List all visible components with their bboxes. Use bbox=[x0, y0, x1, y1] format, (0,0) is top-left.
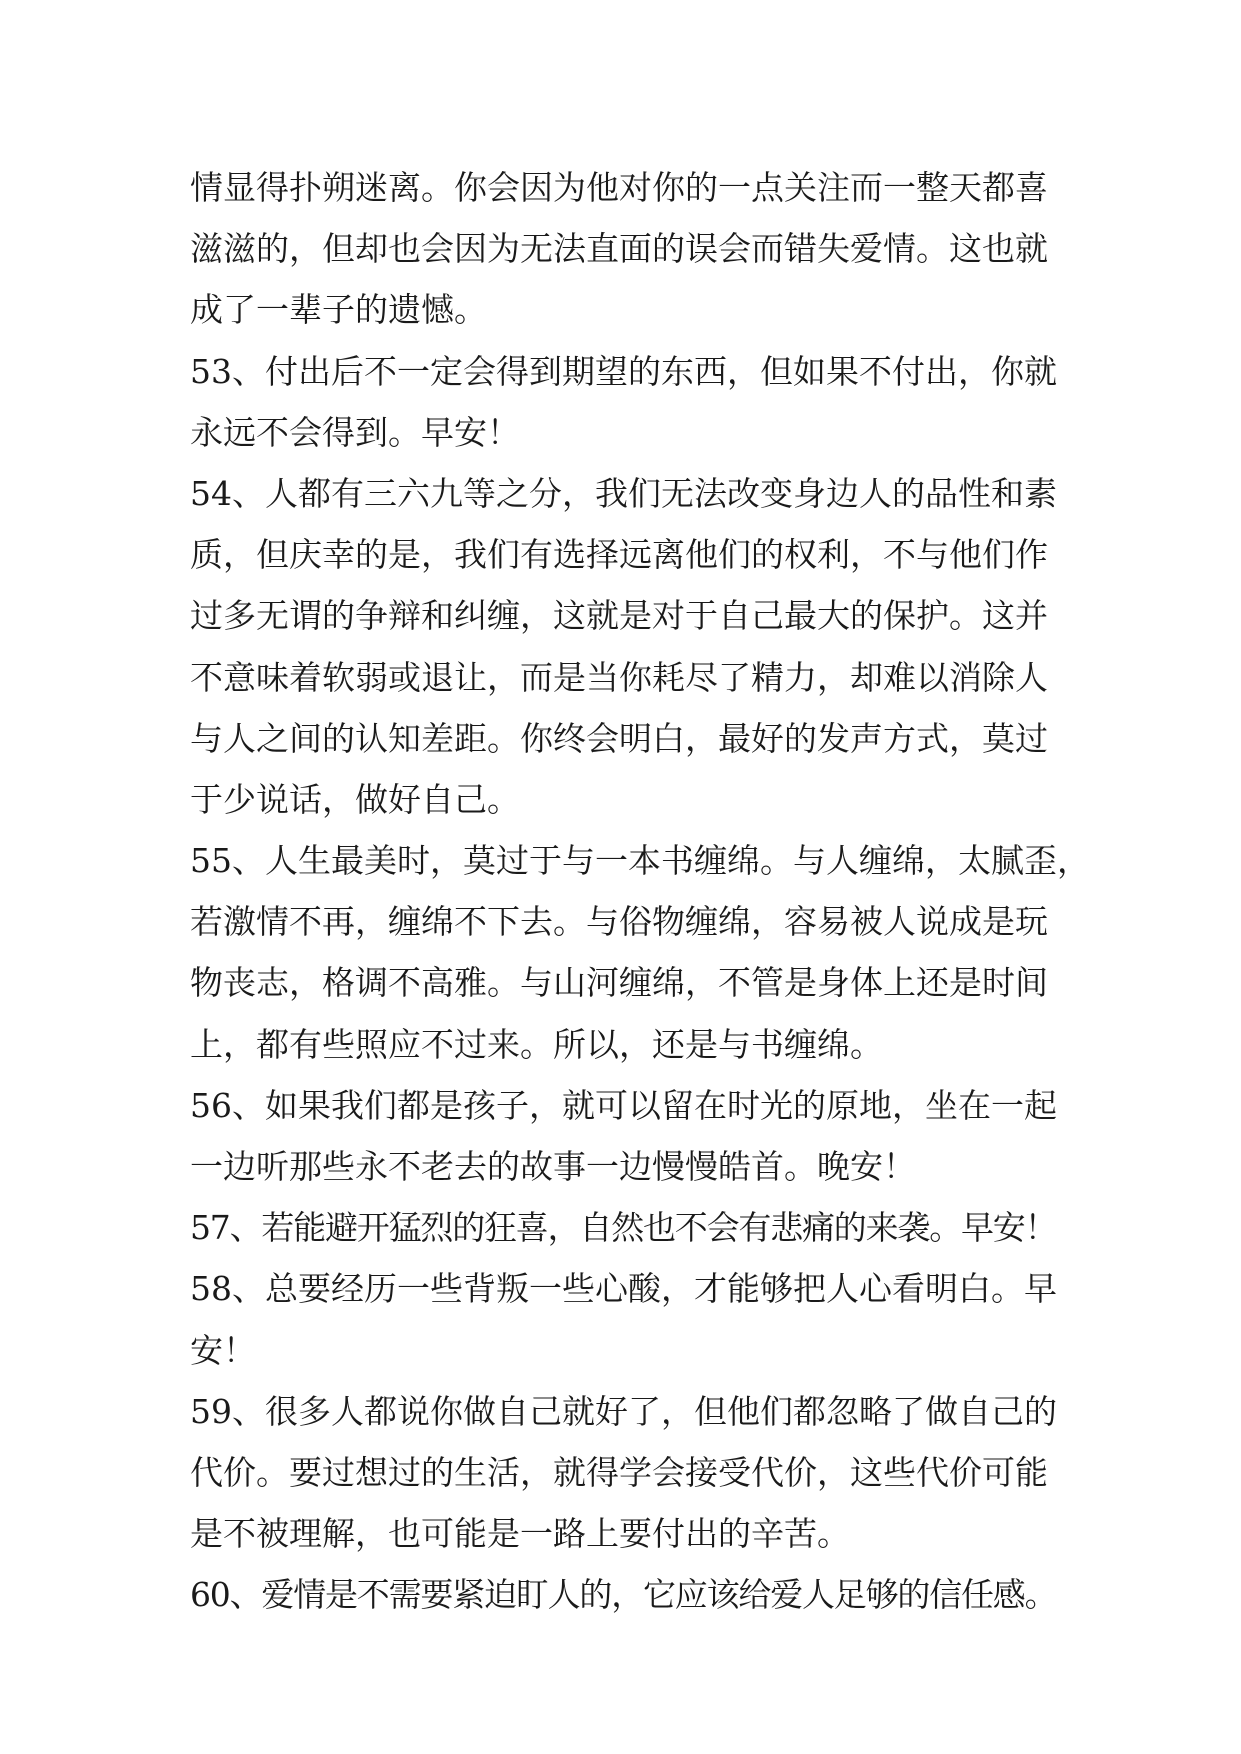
text-line: 57、若能避开猛烈的狂喜，自然也不会有悲痛的来袭。早安！ bbox=[190, 1208, 1057, 1248]
text-line: 一边听那些永不老去的故事一边慢慢皓首。晚安！ bbox=[190, 1147, 916, 1186]
text-line: 质，但庆幸的是，我们有选择远离他们的权利，不与他们作 bbox=[190, 535, 1048, 575]
text-line: 成了一辈子的遗憾。 bbox=[190, 290, 487, 330]
text-line: 60、爱情是不需要紧迫盯人的，它应该给爱人足够的信任感。 bbox=[190, 1575, 1057, 1615]
text-line: 56、如果我们都是孩子，就可以留在时光的原地，坐在一起 bbox=[190, 1085, 1057, 1125]
text-line: 与人之间的认知差距。你终会明白，最好的发声方式，莫过 bbox=[190, 718, 1048, 758]
document-body bbox=[190, 157, 1090, 1626]
text-line: 过多无谓的争辩和纠缠，这就是对于自己最大的保护。这并 bbox=[190, 596, 1048, 636]
text-line: 58、总要经历一些背叛一些心酸，才能够把人心看明白。早 bbox=[190, 1269, 1057, 1309]
text-line: 于少说话，做好自己。 bbox=[190, 779, 520, 819]
text-line: 上，都有些照应不过来。所以，还是与书缠绵。 bbox=[190, 1024, 883, 1064]
text-line: 53、付出后不一定会得到期望的东西，但如果不付出，你就 bbox=[190, 351, 1057, 391]
text-line: 54、人都有三六九等之分，我们无法改变身边人的品性和素 bbox=[190, 473, 1057, 513]
text-line: 安！ bbox=[190, 1330, 256, 1370]
text-line: 55、人生最美时，莫过于与一本书缠绵。与人缠绵，太腻歪， bbox=[190, 841, 1090, 881]
text-line: 不意味着软弱或退让，而是当你耗尽了精力，却难以消除人 bbox=[190, 657, 1048, 697]
text-line: 59、很多人都说你做自己就好了，但他们都忽略了做自己的 bbox=[190, 1391, 1057, 1431]
text-line: 永远不会得到。早安！ bbox=[190, 412, 520, 452]
text-line: 若激情不再，缠绵不下去。与俗物缠绵，容易被人说成是玩 bbox=[190, 902, 1048, 942]
text-line: 物丧志，格调不高雅。与山河缠绵，不管是身体上还是时间 bbox=[190, 963, 1048, 1003]
text-line: 是不被理解，也可能是一路上要付出的辛苦。 bbox=[190, 1514, 850, 1554]
text-line: 滋滋的，但却也会因为无法直面的误会而错失爱情。这也就 bbox=[190, 229, 1048, 269]
text-line: 代价。要过想过的生活，就得学会接受代价，这些代价可能 bbox=[190, 1452, 1048, 1492]
text-line: 情显得扑朔迷离。你会因为他对你的一点关注而一整天都喜 bbox=[190, 168, 1048, 207]
